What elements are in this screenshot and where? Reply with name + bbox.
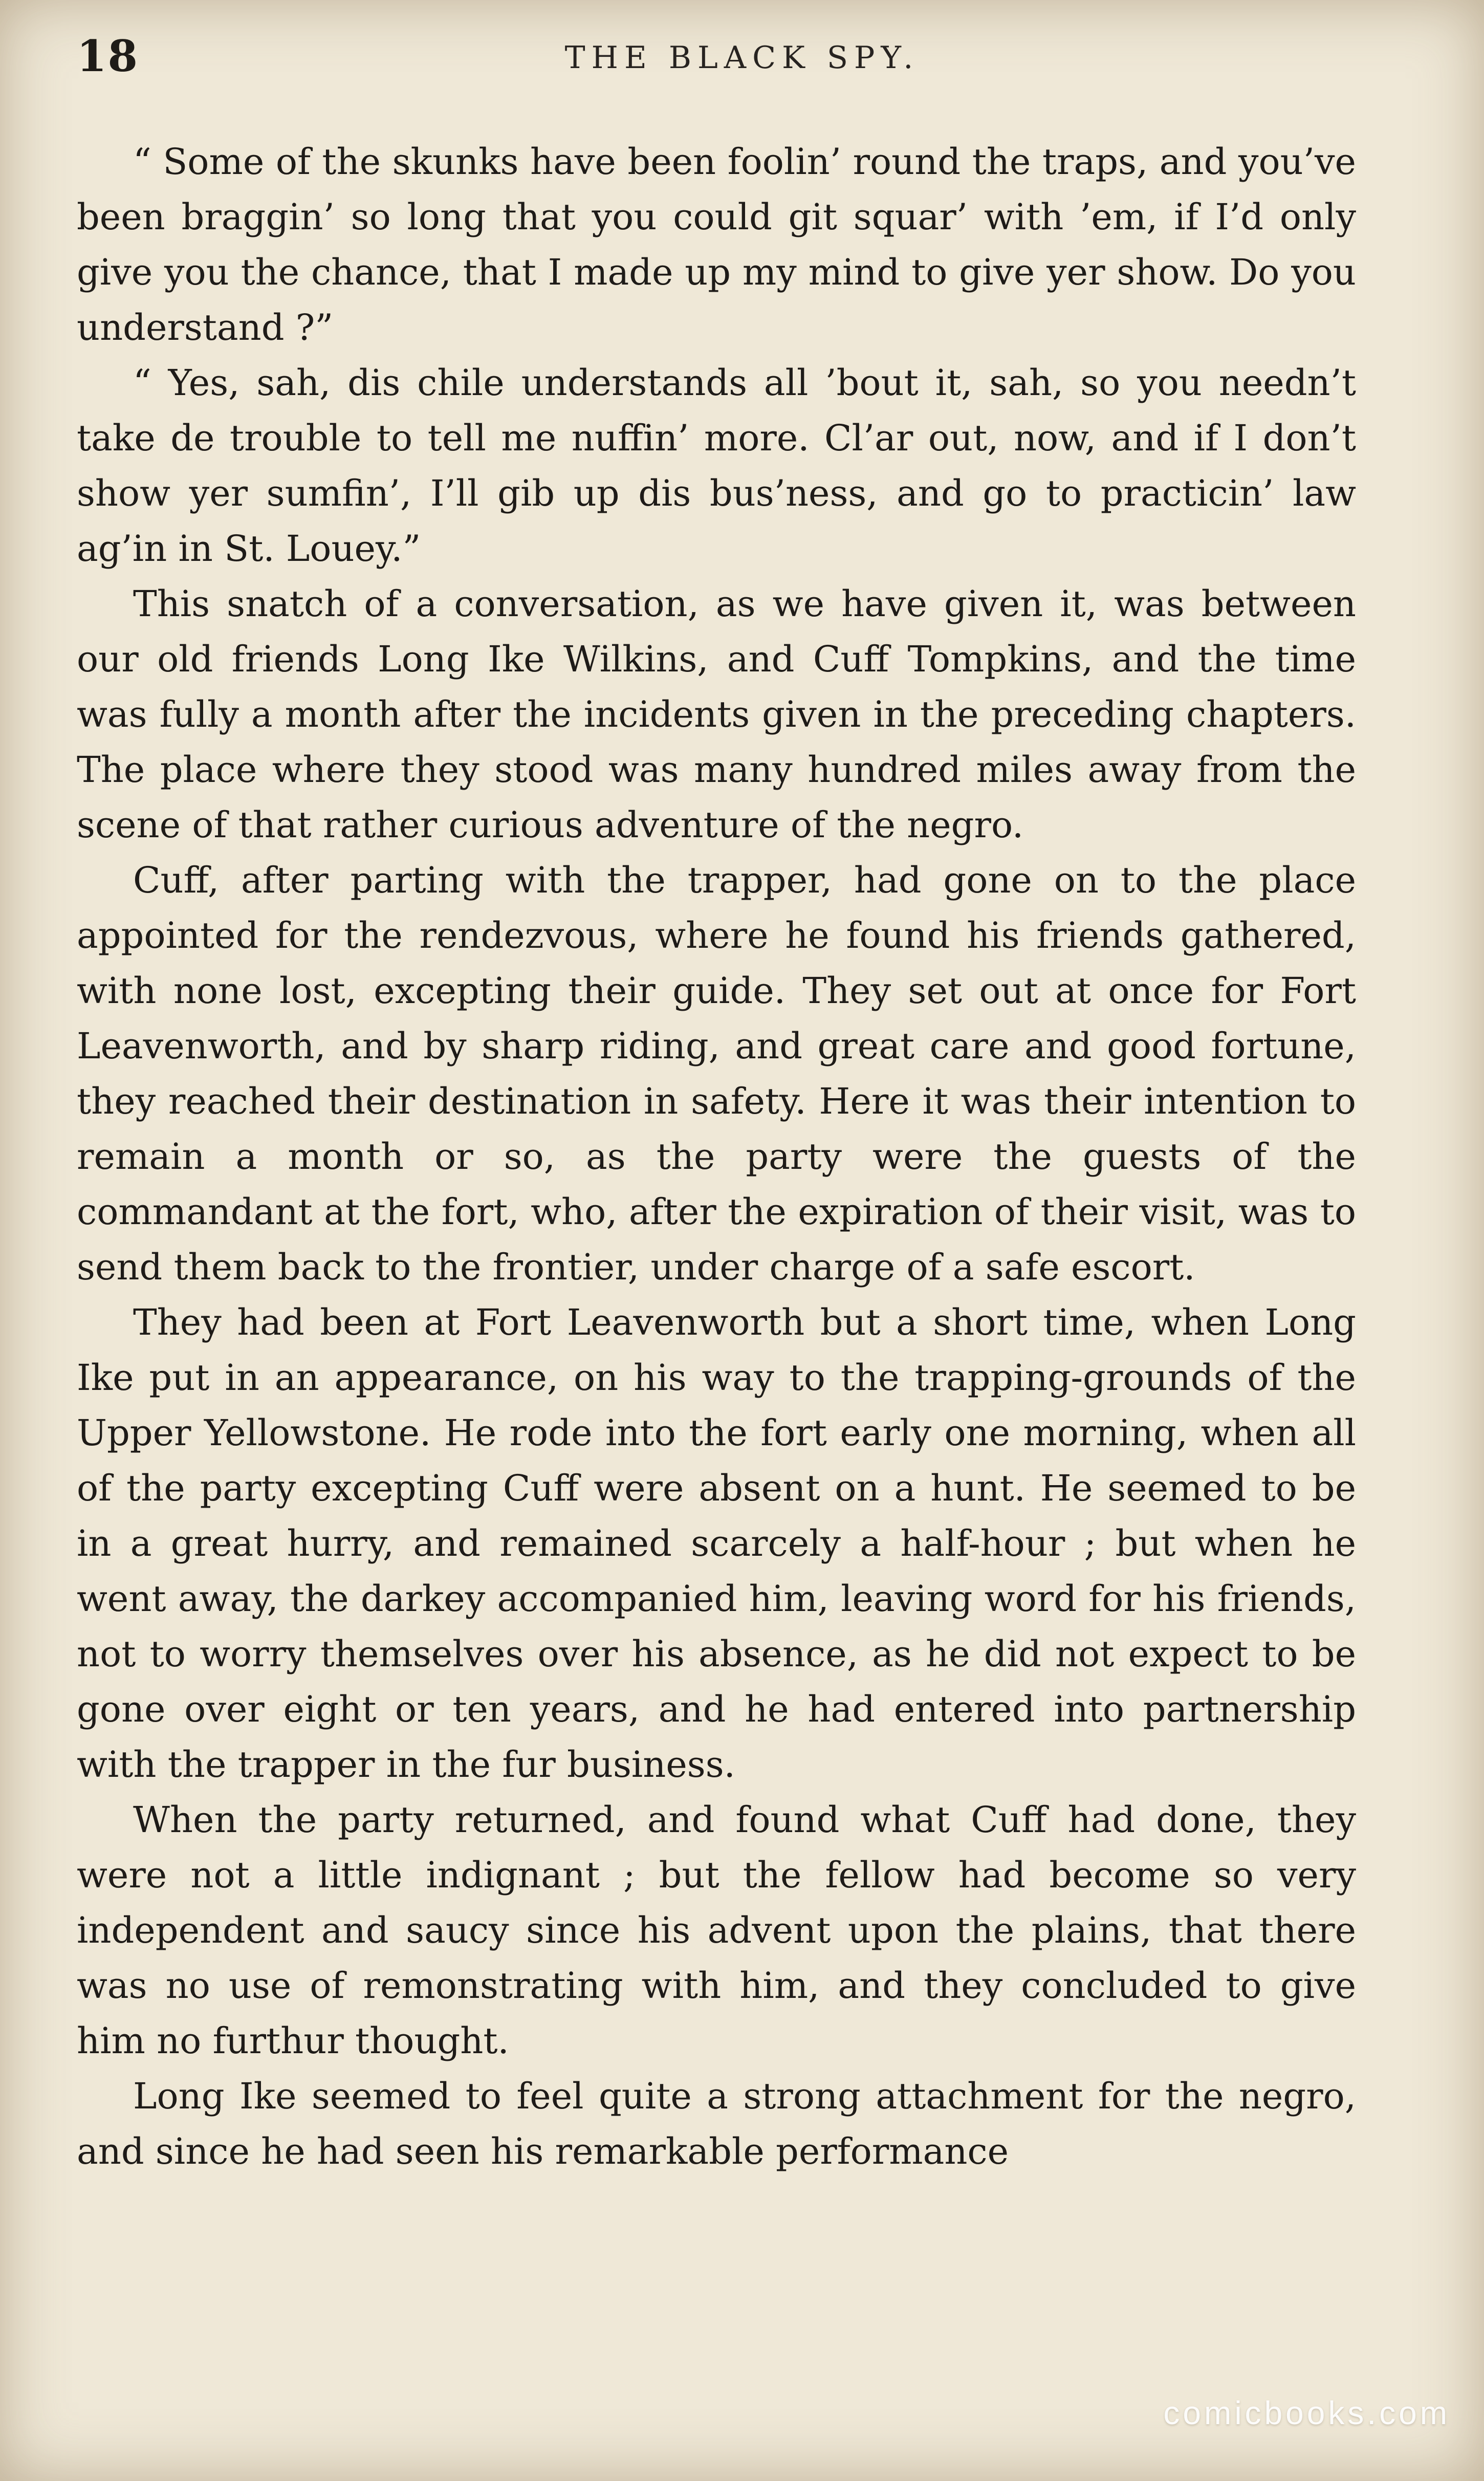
page-number: 18 [77, 31, 139, 81]
paragraph: “ Yes, sah, dis chile understands all ’bout it, sah, so you needn’t take de trouble to tell me nuffin’ more. Cl’ar out, now, and if I don’t show yer sumfin’, I’ll gib up dis bus’ness, and go to practicin’ law ag’in in St. Louey.” [77, 362, 1356, 570]
paragraph: This snatch of a conversation, as we have given it, was between our old friends Long Ike Wilkins, and Cuff Tompkins, and the time was fully a month after the incidents given in the preceding chapters. The place where they stood was many hundred miles away from the scene of that rather curious adventure of the negro. [77, 583, 1356, 846]
paragraph: They had been at Fort Leavenworth but a short time, when Long Ike put in an appearance, on his way to the trapping-grounds of the Upper Yellowstone. He rode into the fort early one morning, when all of the party excepting Cuff were absent on a hunt. He seemed to be in a great hurry, and remained scarcely a half-hour ; but when he went away, the darkey accompanied him, leaving word for his friends, not to worry themselves over his absence, as he did not expect to be gone over eight or ten years, and he had entered into partnership with the trapper in the fur business. [77, 1301, 1356, 1786]
running-title: THE BLACK SPY. [564, 40, 920, 76]
paragraph: Long Ike seemed to feel quite a strong attachment for the negro, and since he had seen his remarkable performance [77, 2075, 1356, 2172]
page-header [0, 31, 1484, 102]
body-text [77, 134, 1356, 2179]
paragraph: “ Some of the skunks have been foolin’ round the traps, and you’ve been braggin’ so long that you could git squar’ with ’em, if I’d only give you the chance, that I made up my mind to give yer show. Do you understand ?” [77, 141, 1356, 349]
paragraph: Cuff, after parting with the trapper, had gone on to the place appointed for the rendezvous, where he found his friends gathered, with none lost, excepting their guide. They set out at once for Fort Leavenworth, and by sharp riding, and great care and good fortune, they reached their destination in safety. Here it was their intention to remain a month or so, as the party were the guests of the commandant at the fort, who, after the expiration of their visit, was to send them back to the frontier, under charge of a safe escort. [77, 859, 1356, 1288]
paragraph: When the party returned, and found what Cuff had done, they were not a little indignant ; but the fellow had become so very independent and saucy since his advent upon the plains, that there was no use of remonstrating with him, and they concluded to give him no furthur thought. [77, 1799, 1356, 2062]
watermark: comicbooks.com [1163, 2395, 1450, 2431]
